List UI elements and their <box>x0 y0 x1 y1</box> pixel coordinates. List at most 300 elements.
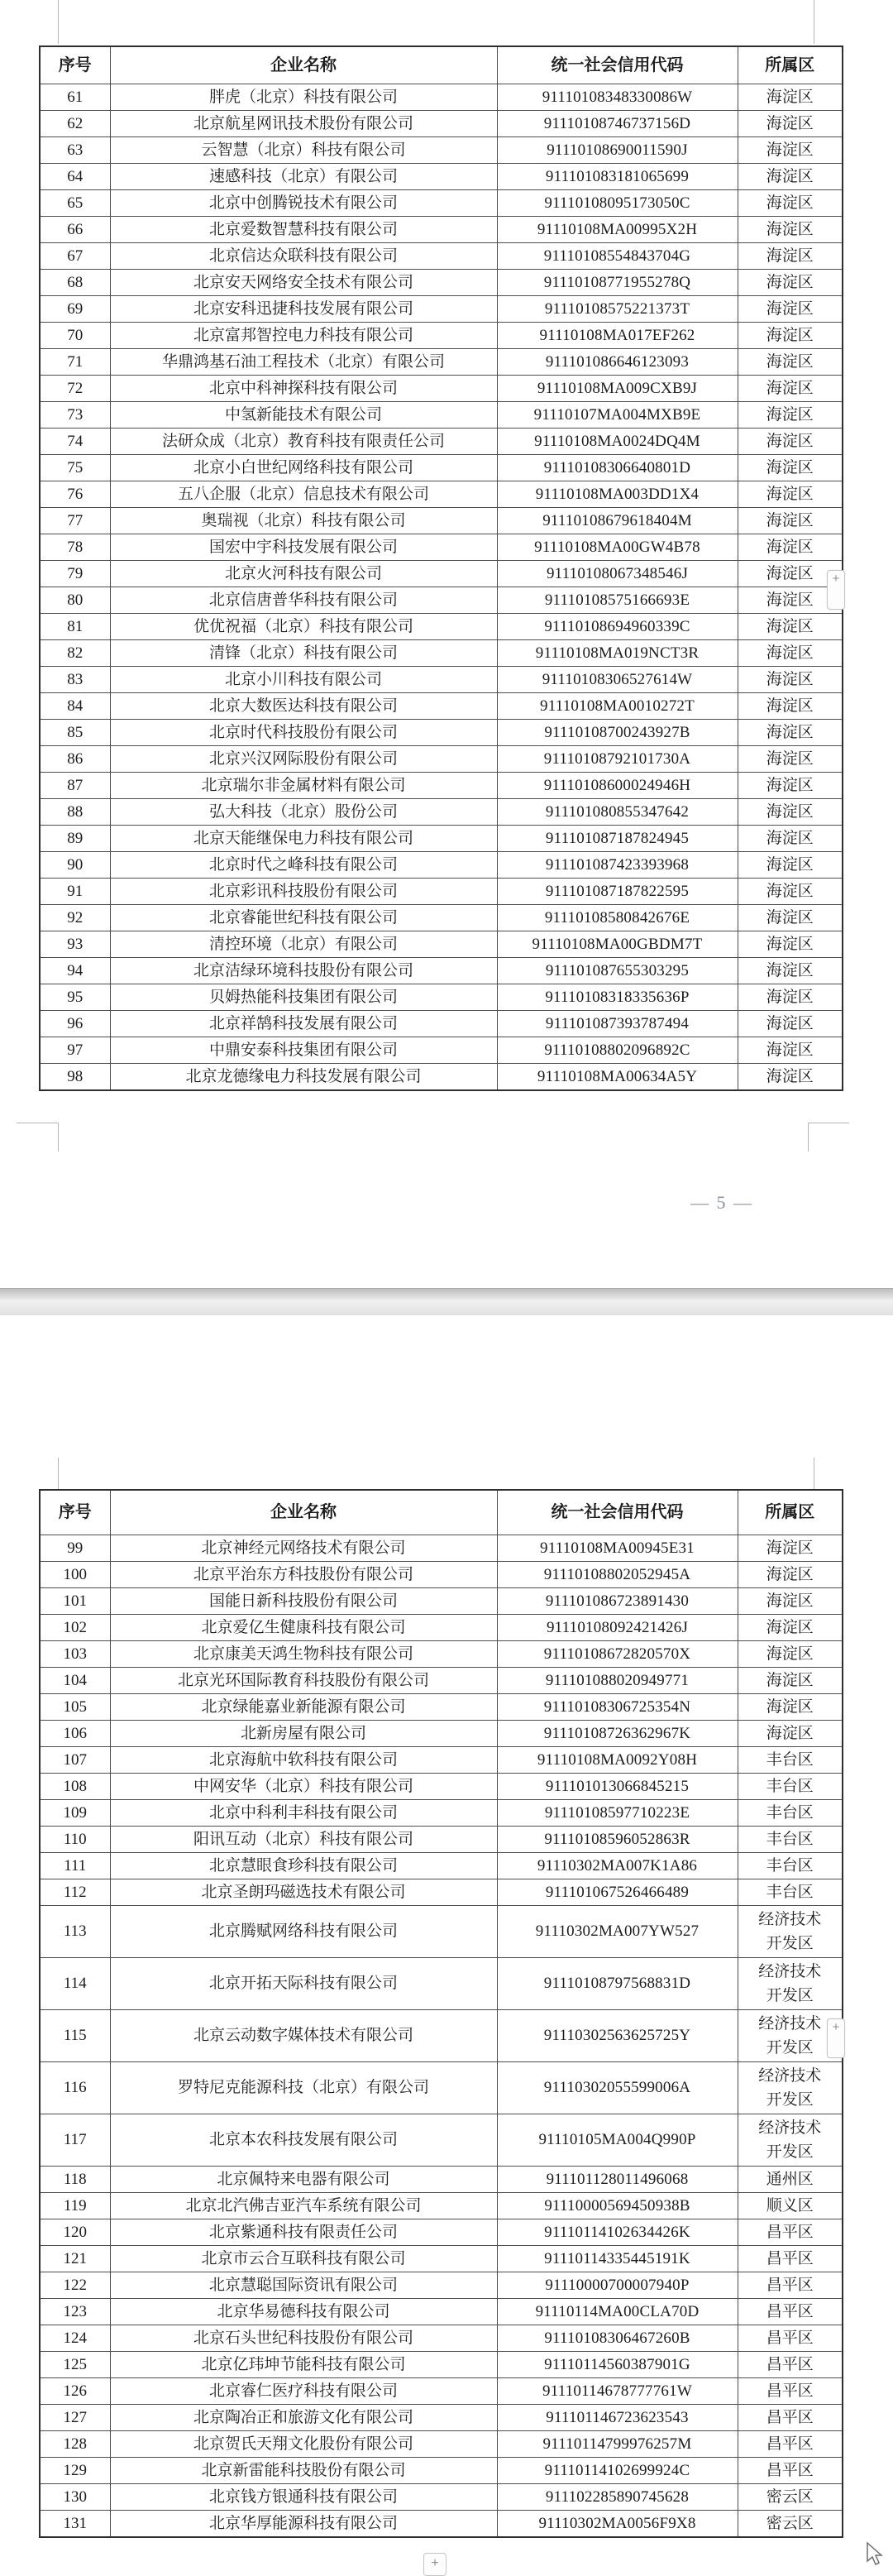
cell-district <box>738 217 843 243</box>
cell-name: 北京睿仁医疗科技有限公司 <box>110 2378 497 2405</box>
cell-district <box>738 2325 843 2352</box>
cell-name: 北京华厚能源科技有限公司 <box>110 2511 497 2538</box>
cell-district <box>738 243 843 270</box>
table-row <box>40 2378 843 2405</box>
cell-no: 78 <box>40 534 110 561</box>
table-row <box>40 561 843 587</box>
cell-no: 88 <box>40 799 110 826</box>
cell-code: 91110108746737156D <box>497 111 738 137</box>
cell-name: 中氢新能技术有限公司 <box>110 402 497 429</box>
cell-no: 116 <box>40 2062 110 2114</box>
cell-district <box>738 1906 843 1958</box>
cell-code: 91110114678777761W <box>497 2378 738 2405</box>
cell-name: 北京航星网讯技术股份有限公司 <box>110 111 497 137</box>
cell-no: 82 <box>40 640 110 667</box>
cell-no: 123 <box>40 2299 110 2325</box>
district-text: 海淀区 <box>766 961 814 979</box>
column-header-code: 统一社会信用代码 <box>497 1490 738 1535</box>
cell-code: 91110114102699924C <box>497 2458 738 2484</box>
cell-district <box>738 2272 843 2299</box>
cell-name: 北京绿能嘉业新能源有限公司 <box>110 1694 497 1721</box>
column-header-name: 企业名称 <box>110 1490 497 1535</box>
table-row <box>40 1037 843 1064</box>
cell-code: 91110108MA00945E31 <box>497 1535 738 1562</box>
cell-code: 91110108306467260B <box>497 2325 738 2352</box>
cell-name: 北京龙德缘电力科技发展有限公司 <box>110 1064 497 1091</box>
cell-district <box>738 2114 843 2167</box>
cell-name: 北京亿玮坤节能科技有限公司 <box>110 2352 497 2378</box>
cell-no: 64 <box>40 164 110 190</box>
district-text: 海淀区 <box>766 167 814 185</box>
cell-district <box>738 2405 843 2431</box>
district-text: 海淀区 <box>766 1014 814 1032</box>
cell-no: 83 <box>40 667 110 693</box>
cell-code: 91110114102634426K <box>497 2219 738 2246</box>
table-row <box>40 2352 843 2378</box>
cell-no: 71 <box>40 349 110 376</box>
cell-code: 91110108580842676E <box>497 905 738 931</box>
table-row <box>40 323 843 349</box>
cell-district <box>738 826 843 852</box>
cell-code: 911101128011496068 <box>497 2167 738 2193</box>
cell-no: 70 <box>40 323 110 349</box>
table-row <box>40 1064 843 1091</box>
cell-name: 国能日新科技股份有限公司 <box>110 1588 497 1615</box>
cell-no: 113 <box>40 1906 110 1958</box>
table-row <box>40 1668 843 1694</box>
district-text: 海淀区 <box>766 326 814 344</box>
add-comment-plus-button[interactable]: + <box>827 2018 845 2058</box>
cell-district <box>738 799 843 826</box>
margin-mark <box>58 1123 59 1152</box>
table-row <box>40 1721 843 1747</box>
cell-name: 北京海航中软科技有限公司 <box>110 1747 497 1774</box>
cell-district <box>738 720 843 746</box>
cell-no: 98 <box>40 1064 110 1091</box>
cell-district <box>738 1535 843 1562</box>
table-row <box>40 190 843 217</box>
cell-district <box>738 2219 843 2246</box>
cell-no: 128 <box>40 2431 110 2458</box>
cell-district <box>738 323 843 349</box>
cell-name: 北京洁绿环境科技股份有限公司 <box>110 958 497 984</box>
cell-district <box>738 852 843 879</box>
table-header-row <box>40 46 843 84</box>
cell-code: 91110108554843704G <box>497 243 738 270</box>
cell-name: 胖虎（北京）科技有限公司 <box>110 84 497 111</box>
cell-no: 73 <box>40 402 110 429</box>
cell-no: 97 <box>40 1037 110 1064</box>
table-row <box>40 587 843 614</box>
cell-name: 弘大科技（北京）股份公司 <box>110 799 497 826</box>
cell-code: 91110114MA00CLA70D <box>497 2299 738 2325</box>
cell-name: 优优祝福（北京）科技有限公司 <box>110 614 497 640</box>
column-header-code: 统一社会信用代码 <box>497 46 738 84</box>
cell-no: 110 <box>40 1827 110 1853</box>
cell-district <box>738 164 843 190</box>
district-text: 海淀区 <box>766 114 814 132</box>
cell-district <box>738 2484 843 2511</box>
cell-no: 112 <box>40 1879 110 1906</box>
table-row <box>40 2431 843 2458</box>
cell-no: 62 <box>40 111 110 137</box>
table-row <box>40 2193 843 2219</box>
cell-code: 91110105MA004Q990P <box>497 2114 738 2167</box>
district-text: 海淀区 <box>766 1618 814 1636</box>
cell-code: 91110108694960339C <box>497 614 738 640</box>
district-text: 昌平区 <box>766 2408 814 2426</box>
cell-no: 74 <box>40 429 110 455</box>
table-row <box>40 746 843 773</box>
table-row <box>40 2062 843 2114</box>
cell-district <box>738 667 843 693</box>
district-text: 海淀区 <box>766 247 814 265</box>
cell-name: 北京光环国际教育科技股份有限公司 <box>110 1668 497 1694</box>
district-text: 海淀区 <box>766 988 814 1006</box>
cell-code: 91110108771955278Q <box>497 270 738 296</box>
cell-district <box>738 640 843 667</box>
cell-name: 北京火河科技有限公司 <box>110 561 497 587</box>
cell-district <box>738 2352 843 2378</box>
cell-district <box>738 376 843 402</box>
cell-code: 91110000700007940P <box>497 2272 738 2299</box>
cell-no: 63 <box>40 137 110 164</box>
column-header-no: 序号 <box>40 1490 110 1535</box>
cell-no: 114 <box>40 1958 110 2010</box>
cell-name: 北京大数医达科技有限公司 <box>110 693 497 720</box>
cell-name: 北京市云合互联科技有限公司 <box>110 2246 497 2272</box>
district-text: 海淀区 <box>766 1697 814 1716</box>
cell-code: 911101067526466489 <box>497 1879 738 1906</box>
margin-mark <box>808 1123 809 1152</box>
cell-code: 911101146723623543 <box>497 2405 738 2431</box>
cell-code: 911101087187822595 <box>497 879 738 905</box>
table-row <box>40 852 843 879</box>
cell-name: 北京贺氏天翔文化股份有限公司 <box>110 2431 497 2458</box>
cell-code: 91110108679618404M <box>497 508 738 534</box>
cell-code: 91110108672820570X <box>497 1641 738 1668</box>
table-row <box>40 2246 843 2272</box>
cell-code: 91110108802052945A <box>497 1562 738 1588</box>
cell-no: 79 <box>40 561 110 587</box>
district-text: 海淀区 <box>766 697 814 715</box>
cell-code: 91110000569450938B <box>497 2193 738 2219</box>
table-row <box>40 1827 843 1853</box>
cell-code: 91110108797568831D <box>497 1958 738 2010</box>
cell-code: 91110108MA009CXB9J <box>497 376 738 402</box>
district-text: 海淀区 <box>766 1645 814 1663</box>
margin-mark <box>58 0 59 44</box>
cell-district <box>738 2431 843 2458</box>
cell-name: 北京祥鹄科技发展有限公司 <box>110 1011 497 1037</box>
cell-name: 北京安天网络安全技术有限公司 <box>110 270 497 296</box>
district-text: 海淀区 <box>766 1671 814 1689</box>
cell-name: 贝姆热能科技集团有限公司 <box>110 984 497 1011</box>
cell-name: 奥瑞视（北京）科技有限公司 <box>110 508 497 534</box>
cell-code: 91110108690011590J <box>497 137 738 164</box>
table-row <box>40 2484 843 2511</box>
table-row <box>40 164 843 190</box>
district-text: 昌平区 <box>766 2329 814 2347</box>
mouse-cursor-icon <box>864 2541 886 2569</box>
cell-district <box>738 1694 843 1721</box>
cell-code: 91110107MA004MXB9E <box>497 402 738 429</box>
cell-district <box>738 879 843 905</box>
district-text: 密云区 <box>766 2487 814 2506</box>
cell-district <box>738 693 843 720</box>
cell-district <box>738 84 843 111</box>
table-row <box>40 2219 843 2246</box>
cell-name: 北京开拓天际科技有限公司 <box>110 1958 497 2010</box>
cell-name: 北京新雷能科技股份有限公司 <box>110 2458 497 2484</box>
table-row <box>40 1747 843 1774</box>
table-row <box>40 1641 843 1668</box>
cell-name: 北京神经元网络技术有限公司 <box>110 1535 497 1562</box>
cell-district <box>738 111 843 137</box>
cell-name: 法研众成（北京）教育科技有限责任公司 <box>110 429 497 455</box>
cell-no: 80 <box>40 587 110 614</box>
cell-no: 90 <box>40 852 110 879</box>
table-row <box>40 402 843 429</box>
cell-name: 北京中创腾锐技术有限公司 <box>110 190 497 217</box>
cell-name: 云智慧（北京）科技有限公司 <box>110 137 497 164</box>
district-text: 海淀区 <box>766 405 814 424</box>
district-text: 海淀区 <box>766 855 814 874</box>
cell-no: 120 <box>40 2219 110 2246</box>
cell-no: 104 <box>40 1668 110 1694</box>
cell-district <box>738 1879 843 1906</box>
cell-code: 91110108700243927B <box>497 720 738 746</box>
district-text: 海淀区 <box>766 141 814 159</box>
cell-no: 107 <box>40 1747 110 1774</box>
district-text: 丰台区 <box>766 1750 814 1769</box>
cell-name: 北京信达众联科技有限公司 <box>110 243 497 270</box>
district-text: 昌平区 <box>766 2223 814 2241</box>
cell-district <box>738 508 843 534</box>
cell-no: 69 <box>40 296 110 323</box>
cell-code: 911101087655303295 <box>497 958 738 984</box>
district-text: 经济技术开发区 <box>758 2119 822 2161</box>
column-header-name: 企业名称 <box>110 46 497 84</box>
cell-district <box>738 137 843 164</box>
column-header-no: 序号 <box>40 46 110 84</box>
district-text: 丰台区 <box>766 1777 814 1795</box>
cell-code: 911101086646123093 <box>497 349 738 376</box>
cell-code: 91110108067348546J <box>497 561 738 587</box>
margin-mark <box>58 1458 59 1489</box>
table-row <box>40 640 843 667</box>
district-text: 经济技术开发区 <box>758 1962 822 2004</box>
add-comment-plus-button[interactable]: + <box>827 570 845 610</box>
table-row <box>40 693 843 720</box>
district-text: 丰台区 <box>766 1883 814 1901</box>
cell-no: 95 <box>40 984 110 1011</box>
table-row <box>40 1958 843 2010</box>
cell-code: 91110108792101730A <box>497 746 738 773</box>
cell-name: 北京圣朗玛磁选技术有限公司 <box>110 1879 497 1906</box>
cell-code: 911102285890745628 <box>497 2484 738 2511</box>
cell-no: 92 <box>40 905 110 931</box>
cell-name: 五八企服（北京）信息技术有限公司 <box>110 481 497 508</box>
cell-no: 105 <box>40 1694 110 1721</box>
table-row <box>40 720 843 746</box>
cell-code: 911101087187824945 <box>497 826 738 852</box>
table-row <box>40 1853 843 1879</box>
cell-district <box>738 746 843 773</box>
cell-name: 北京小白世纪网络科技有限公司 <box>110 455 497 481</box>
cell-code: 911101088020949771 <box>497 1668 738 1694</box>
table-row <box>40 2272 843 2299</box>
cell-no: 84 <box>40 693 110 720</box>
cell-district <box>738 1958 843 2010</box>
cell-no: 66 <box>40 217 110 243</box>
district-text: 海淀区 <box>766 829 814 847</box>
cell-code: 911101083181065699 <box>497 164 738 190</box>
cell-code: 91110302MA007YW527 <box>497 1906 738 1958</box>
cell-no: 76 <box>40 481 110 508</box>
cell-district <box>738 190 843 217</box>
cell-no: 81 <box>40 614 110 640</box>
cell-code: 91110114335445191K <box>497 2246 738 2272</box>
district-text: 经济技术开发区 <box>758 2014 822 2056</box>
page-number: — 5 — <box>690 1192 753 1213</box>
cell-district <box>738 1037 843 1064</box>
cell-no: 125 <box>40 2352 110 2378</box>
cell-name: 北京富邦智控电力科技有限公司 <box>110 323 497 349</box>
district-text: 丰台区 <box>766 1803 814 1822</box>
cell-code: 91110302055599006A <box>497 2062 738 2114</box>
cell-name: 北京北汽佛吉亚汽车系统有限公司 <box>110 2193 497 2219</box>
cell-code: 91110108597710223E <box>497 1800 738 1827</box>
cell-code: 91110108095173050C <box>497 190 738 217</box>
table-row <box>40 111 843 137</box>
cell-district <box>738 1853 843 1879</box>
cell-name: 北京平治东方科技股份有限公司 <box>110 1562 497 1588</box>
cell-name: 北京爱亿生健康科技有限公司 <box>110 1615 497 1641</box>
district-text: 海淀区 <box>766 220 814 238</box>
cell-name: 北京陶冶正和旅游文化有限公司 <box>110 2405 497 2431</box>
cell-no: 77 <box>40 508 110 534</box>
cell-name: 北京睿能世纪科技有限公司 <box>110 905 497 931</box>
insert-plus-button[interactable]: + <box>423 2553 446 2576</box>
cell-name: 国宏中宇科技发展有限公司 <box>110 534 497 561</box>
cell-no: 109 <box>40 1800 110 1827</box>
district-text: 昌平区 <box>766 2435 814 2453</box>
cell-name: 阳讯互动（北京）科技有限公司 <box>110 1827 497 1853</box>
district-text: 经济技术开发区 <box>758 1910 822 1952</box>
district-text: 海淀区 <box>766 88 814 106</box>
table-row <box>40 905 843 931</box>
cell-no: 130 <box>40 2484 110 2511</box>
cell-no: 102 <box>40 1615 110 1641</box>
cell-name: 清锋（北京）科技有限公司 <box>110 640 497 667</box>
cell-district <box>738 2246 843 2272</box>
cell-no: 119 <box>40 2193 110 2219</box>
cell-no: 103 <box>40 1641 110 1668</box>
district-text: 丰台区 <box>766 1830 814 1848</box>
cell-district <box>738 349 843 376</box>
table-row <box>40 931 843 958</box>
table-row <box>40 2167 843 2193</box>
district-text: 海淀区 <box>766 458 814 476</box>
district-text: 海淀区 <box>766 1592 814 1610</box>
table-row <box>40 826 843 852</box>
cell-name: 华鼎鸿基石油工程技术（北京）有限公司 <box>110 349 497 376</box>
cell-name: 北京本农科技发展有限公司 <box>110 2114 497 2167</box>
cell-code: 91110108MA00GBDM7T <box>497 931 738 958</box>
cell-code: 91110108802096892C <box>497 1037 738 1064</box>
cell-no: 67 <box>40 243 110 270</box>
cell-no: 75 <box>40 455 110 481</box>
district-text: 海淀区 <box>766 564 814 582</box>
cell-name: 北京时代之峰科技有限公司 <box>110 852 497 879</box>
cell-code: 91110302563625725Y <box>497 2010 738 2062</box>
column-header-district: 所属区 <box>738 1490 843 1535</box>
cell-district <box>738 1064 843 1091</box>
cell-district <box>738 2167 843 2193</box>
cell-district <box>738 1747 843 1774</box>
cell-district <box>738 481 843 508</box>
district-text: 海淀区 <box>766 723 814 741</box>
cell-code: 91110108MA019NCT3R <box>497 640 738 667</box>
cell-district <box>738 2458 843 2484</box>
district-text: 海淀区 <box>766 1565 814 1583</box>
cell-district <box>738 905 843 931</box>
cell-no: 106 <box>40 1721 110 1747</box>
cell-code: 91110108596052863R <box>497 1827 738 1853</box>
district-text: 海淀区 <box>766 379 814 397</box>
cell-name: 北京康美天鸿生物科技有限公司 <box>110 1641 497 1668</box>
district-text: 海淀区 <box>766 352 814 371</box>
cell-name: 北京石头世纪科技股份有限公司 <box>110 2325 497 2352</box>
cell-code: 91110108318335636P <box>497 984 738 1011</box>
table-row <box>40 773 843 799</box>
cell-district <box>738 1774 843 1800</box>
table-row <box>40 1535 843 1562</box>
cell-name: 北京华易德科技有限公司 <box>110 2299 497 2325</box>
table-row <box>40 376 843 402</box>
district-text: 海淀区 <box>766 644 814 662</box>
cell-no: 87 <box>40 773 110 799</box>
table-row <box>40 958 843 984</box>
cell-name: 中鼎安泰科技集团有限公司 <box>110 1037 497 1064</box>
cell-no: 118 <box>40 2167 110 2193</box>
cell-code: 91110108MA00634A5Y <box>497 1064 738 1091</box>
district-text: 昌平区 <box>766 2276 814 2294</box>
table-row <box>40 1906 843 1958</box>
district-text: 海淀区 <box>766 485 814 503</box>
table-row <box>40 2511 843 2538</box>
cell-code: 91110108MA0092Y08H <box>497 1747 738 1774</box>
document-page-6 <box>0 1315 893 2574</box>
cell-name: 北京天能继保电力科技有限公司 <box>110 826 497 852</box>
cell-no: 127 <box>40 2405 110 2431</box>
cell-name: 北京信唐普华科技有限公司 <box>110 587 497 614</box>
cell-code: 91110108MA00995X2H <box>497 217 738 243</box>
cell-name: 北京云动数字媒体技术有限公司 <box>110 2010 497 2062</box>
cell-district <box>738 402 843 429</box>
cell-code: 91110108MA003DD1X4 <box>497 481 738 508</box>
district-text: 海淀区 <box>766 749 814 768</box>
district-text: 海淀区 <box>766 776 814 794</box>
district-text: 海淀区 <box>766 194 814 212</box>
cell-no: 96 <box>40 1011 110 1037</box>
cell-name: 速感科技（北京）有限公司 <box>110 164 497 190</box>
table-row <box>40 481 843 508</box>
cell-code: 91110108092421426J <box>497 1615 738 1641</box>
district-text: 昌平区 <box>766 2382 814 2400</box>
cell-no: 89 <box>40 826 110 852</box>
